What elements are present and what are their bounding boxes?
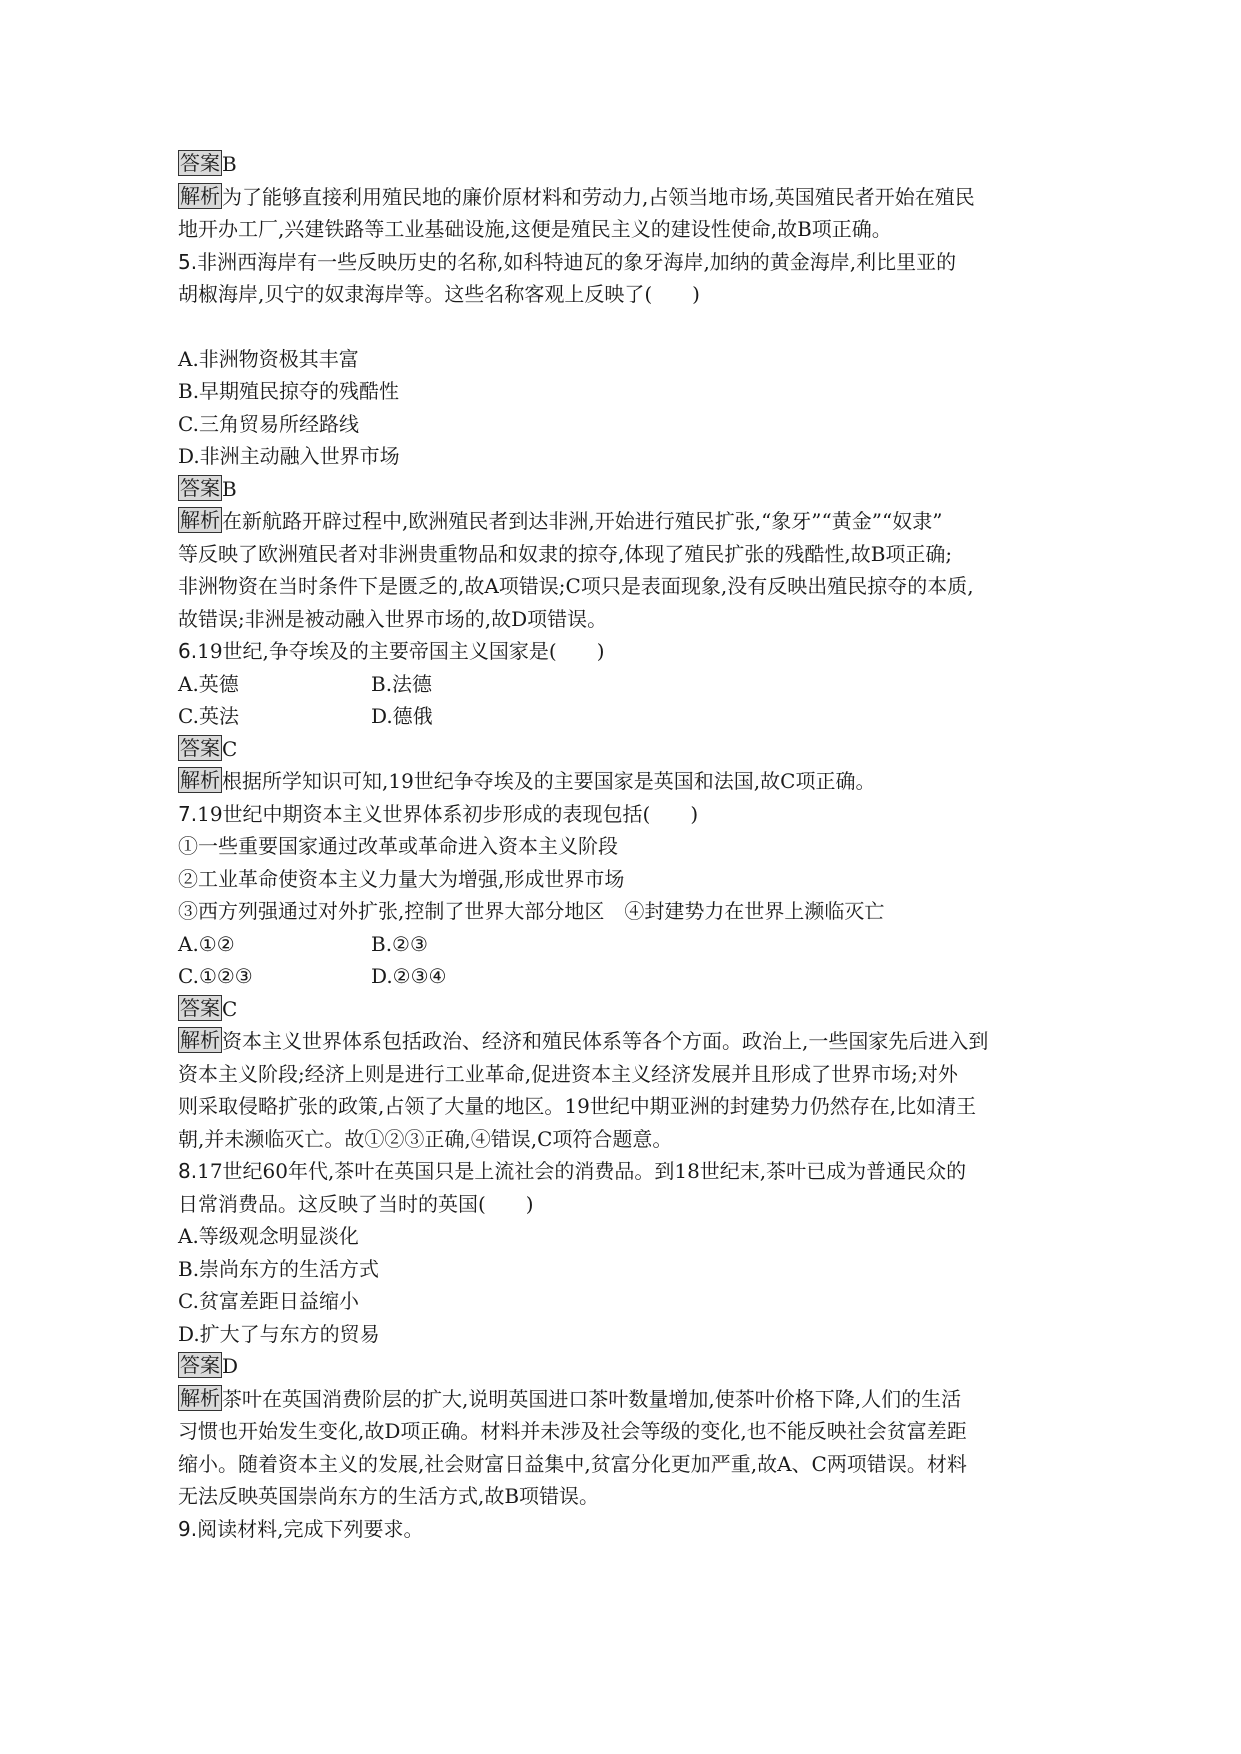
answer-line <box>178 1350 1078 1383</box>
option: A.①② <box>178 931 235 956</box>
option-row <box>178 700 1078 733</box>
document-content <box>178 148 1078 1545</box>
answer-value: B <box>222 152 237 176</box>
question-text: 17世纪60年代,茶叶在英国只是上流社会的消费品。到18世纪末,茶叶已成为普通民众的 <box>197 1159 967 1183</box>
question-text: 日常消费品。这反映了当时的英国( ) <box>178 1191 534 1216</box>
analysis-text: 在新航路开辟过程中,欧洲殖民者到达非洲,开始进行殖民扩张,“象牙”“黄金”“奴隶” <box>222 509 943 533</box>
question-number: 9. <box>178 1516 198 1541</box>
question-text: 阅读材料,完成下列要求。 <box>197 1516 424 1541</box>
question-stem <box>178 798 1078 831</box>
analysis-line <box>178 181 1078 214</box>
analysis-text: 故错误;非洲是被动融入世界市场的,故D项错误。 <box>178 606 608 631</box>
option: A.英德 <box>178 671 239 696</box>
analysis-text: 资本主义阶段;经济上则是进行工业革命,促进资本主义经济发展并且形成了世界市场;对外 <box>178 1061 958 1086</box>
option: A.非洲物资极其丰富 <box>178 346 359 371</box>
analysis-text: 资本主义世界体系包括政治、经济和殖民体系等各个方面。政治上,一些国家先后进入到 <box>222 1029 989 1053</box>
option: C.①②③ <box>178 964 253 988</box>
statement-item: ③西方列强通过对外扩张,控制了世界大部分地区 ④封建势力在世界上濒临灭亡 <box>178 899 885 923</box>
statement-item: ②工业革命使资本主义力量大为增强,形成世界市场 <box>178 866 625 891</box>
option: B.崇尚东方的生活方式 <box>178 1256 380 1281</box>
question-stem <box>178 1513 1078 1546</box>
option: A.等级观念明显淡化 <box>178 1224 359 1248</box>
option: B.法德 <box>371 671 433 696</box>
analysis-text: 茶叶在英国消费阶层的扩大,说明英国进口茶叶数量增加,使茶叶价格下降,人们的生活 <box>222 1386 962 1411</box>
analysis-line <box>178 1025 1078 1058</box>
option: B.早期殖民掠夺的残酷性 <box>178 379 400 403</box>
option: C.贫富差距日益缩小 <box>178 1289 359 1313</box>
question-text: 19世纪,争夺埃及的主要帝国主义国家是( ) <box>197 639 605 663</box>
option: C.英法 <box>178 704 239 728</box>
question-text: 非洲西海岸有一些反映历史的名称,如科特迪瓦的象牙海岸,加纳的黄金海岸,利比里亚的 <box>197 249 957 274</box>
question-number: 7. <box>178 801 198 826</box>
answer-tag: 答案 <box>180 995 220 1020</box>
analysis-text: 非洲物资在当时条件下是匮乏的,故A项错误;C项只是表面现象,没有反映出殖民掠夺的本质, <box>178 574 974 598</box>
answer-line <box>178 733 1078 766</box>
spacer <box>178 311 1078 343</box>
option: D.非洲主动融入世界市场 <box>178 444 400 468</box>
answer-value: B <box>222 476 237 501</box>
analysis-line <box>178 1383 1078 1416</box>
analysis-tag: 解析 <box>180 768 220 792</box>
analysis-tag: 解析 <box>180 508 220 532</box>
answer-line <box>178 993 1078 1026</box>
option: D.②③④ <box>371 964 447 988</box>
question-stem <box>178 246 1078 279</box>
answer-tag: 答案 <box>180 151 220 175</box>
option: D.扩大了与东方的贸易 <box>178 1321 380 1346</box>
analysis-text: 习惯也开始发生变化,故D项正确。材料并未涉及社会等级的变化,也不能反映社会贫富差距 <box>178 1419 967 1443</box>
question-text: 19世纪中期资本主义世界体系初步形成的表现包括( ) <box>197 801 699 826</box>
analysis-text: 根据所学知识可知,19世纪争夺埃及的主要国家是英国和法国,故C项正确。 <box>222 769 876 793</box>
answer-tag: 答案 <box>180 735 220 760</box>
analysis-text: 等反映了欧洲殖民者对非洲贵重物品和奴隶的掠夺,体现了殖民扩张的残酷性,故B项正确; <box>178 541 953 566</box>
answer-line <box>178 473 1078 506</box>
analysis-text: 朝,并未濒临灭亡。故①②③正确,④错误,C项符合题意。 <box>178 1126 673 1151</box>
answer-tag: 答案 <box>180 1353 220 1377</box>
question-number: 6. <box>178 639 198 663</box>
answer-value: D <box>222 1354 239 1378</box>
analysis-text: 为了能够直接利用殖民地的廉价原材料和劳动力,占领当地市场,英国殖民者开始在殖民 <box>222 184 975 209</box>
analysis-text: 缩小。随着资本主义的发展,社会财富日益集中,贫富分化更加严重,故A、C两项错误。材料 <box>178 1451 967 1476</box>
answer-tag: 答案 <box>180 475 220 500</box>
analysis-tag: 解析 <box>180 1385 220 1410</box>
question-stem <box>178 1155 1078 1188</box>
statement-item: ①一些重要国家通过改革或革命进入资本主义阶段 <box>178 834 618 858</box>
analysis-text: 地开办工厂,兴建铁路等工业基础设施,这便是殖民主义的建设性使命,故B项正确。 <box>178 217 892 241</box>
option: B.②③ <box>371 931 428 956</box>
answer-line <box>178 148 1078 181</box>
option-row <box>178 928 1078 961</box>
answer-value: C <box>222 996 238 1021</box>
question-stem <box>178 635 1078 668</box>
option-row <box>178 960 1078 993</box>
option-row <box>178 668 1078 701</box>
analysis-text: 无法反映英国崇尚东方的生活方式,故B项错误。 <box>178 1484 600 1508</box>
question-number: 5. <box>178 249 198 274</box>
analysis-line <box>178 505 1078 538</box>
option: C.三角贸易所经路线 <box>178 411 359 436</box>
analysis-tag: 解析 <box>180 1028 220 1052</box>
question-text: 胡椒海岸,贝宁的奴隶海岸等。这些名称客观上反映了( ) <box>178 282 700 306</box>
option: D.德俄 <box>371 704 433 728</box>
answer-value: C <box>222 736 238 761</box>
question-number: 8. <box>178 1159 198 1183</box>
analysis-tag: 解析 <box>180 183 220 208</box>
analysis-line <box>178 765 1078 798</box>
analysis-text: 则采取侵略扩张的政策,占领了大量的地区。19世纪中期亚洲的封建势力仍然存在,比如清王 <box>178 1094 977 1118</box>
